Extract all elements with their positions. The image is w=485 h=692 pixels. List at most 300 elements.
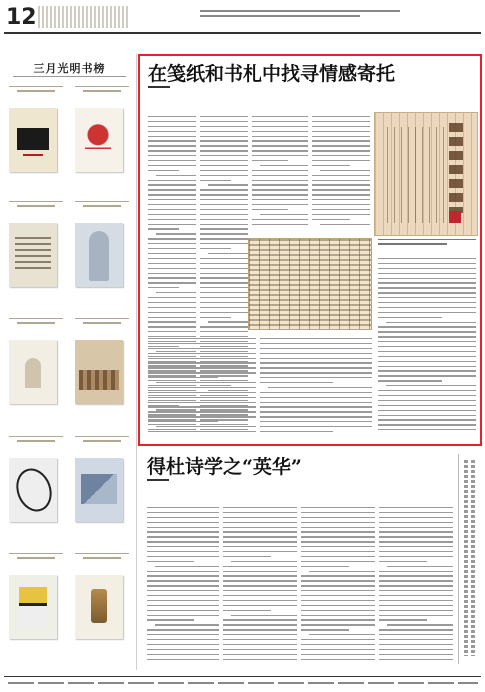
text-line	[378, 415, 476, 416]
book-entry[interactable]	[71, 434, 135, 534]
text-line	[301, 580, 375, 581]
text-line	[147, 644, 219, 645]
text-line	[148, 184, 196, 185]
text-line	[260, 214, 308, 215]
text-line	[379, 595, 453, 596]
text-line	[378, 395, 476, 396]
main-article-text-column	[312, 116, 370, 225]
text-line	[378, 273, 476, 274]
column-title-background	[38, 6, 128, 28]
text-line	[378, 361, 476, 362]
text-line	[208, 321, 248, 322]
text-line	[312, 194, 370, 195]
text-line	[200, 175, 248, 176]
text-line	[200, 277, 248, 278]
text-line	[148, 165, 196, 166]
text-line	[223, 531, 297, 532]
text-line	[223, 644, 297, 645]
text-line	[148, 204, 196, 205]
text-line	[200, 180, 231, 181]
text-line	[378, 424, 476, 425]
text-line	[312, 155, 370, 156]
text-line	[200, 273, 248, 274]
subhead-dash	[148, 86, 170, 88]
text-line	[147, 522, 219, 523]
text-line	[200, 238, 248, 239]
text-line	[252, 121, 308, 122]
text-line	[378, 419, 476, 420]
text-line	[148, 243, 196, 244]
main-article-subhead	[174, 87, 254, 88]
text-line	[260, 397, 372, 398]
sidebar-title: 三月光明书榜	[33, 62, 106, 75]
second-article-byline	[150, 495, 180, 496]
text-line	[148, 353, 256, 354]
text-line	[208, 253, 248, 254]
text-line	[301, 654, 375, 655]
text-line	[148, 199, 196, 200]
text-line	[148, 307, 196, 308]
text-line	[378, 366, 476, 367]
text-line	[379, 517, 453, 518]
text-line	[200, 228, 248, 229]
text-line	[312, 136, 370, 137]
text-line	[378, 351, 476, 352]
text-line	[200, 331, 248, 332]
text-line	[200, 121, 248, 122]
text-line	[301, 659, 375, 660]
second-article-text-column	[147, 507, 219, 660]
text-line	[148, 362, 256, 363]
text-line	[320, 170, 370, 171]
text-line	[223, 507, 297, 508]
text-line	[378, 292, 476, 293]
main-article-subhead-row	[148, 86, 254, 88]
text-line	[148, 224, 196, 225]
text-line	[301, 507, 375, 508]
text-line	[148, 387, 256, 388]
text-line	[378, 263, 476, 264]
text-line	[379, 527, 453, 528]
text-line	[379, 575, 453, 576]
text-line	[148, 297, 196, 298]
text-line	[223, 654, 297, 655]
text-line	[148, 170, 179, 171]
text-line	[200, 243, 248, 244]
text-line	[200, 165, 248, 166]
text-line	[148, 421, 218, 422]
text-line	[378, 356, 476, 357]
text-line	[379, 590, 453, 591]
book-entry[interactable]	[5, 84, 69, 184]
text-line	[147, 541, 219, 542]
text-line	[231, 561, 297, 562]
text-line	[147, 546, 219, 547]
book-caption	[5, 434, 67, 456]
book-cover-image[interactable]	[75, 575, 123, 639]
text-line	[252, 136, 308, 137]
text-line	[148, 367, 256, 368]
text-line	[156, 175, 196, 176]
book-caption	[5, 316, 67, 338]
book-cover-image[interactable]	[75, 458, 123, 522]
text-line	[200, 263, 248, 264]
text-line	[378, 297, 476, 298]
text-line	[147, 605, 219, 606]
book-entry[interactable]	[71, 316, 135, 416]
text-line	[147, 575, 219, 576]
text-line	[260, 406, 372, 407]
text-line	[200, 189, 248, 190]
text-line	[147, 590, 219, 591]
text-line	[301, 649, 375, 650]
text-line	[148, 331, 196, 332]
text-line	[200, 282, 248, 283]
book-cover-image[interactable]	[9, 223, 57, 287]
text-line	[378, 268, 476, 269]
text-line	[148, 253, 196, 254]
second-article-text-column	[301, 507, 375, 660]
text-line	[148, 248, 196, 249]
book-cover-image[interactable]	[75, 108, 123, 172]
text-line	[379, 659, 453, 660]
text-line	[252, 180, 308, 181]
text-line	[312, 180, 370, 181]
text-line	[378, 317, 442, 318]
text-line	[148, 136, 196, 137]
text-line	[378, 258, 476, 259]
text-line	[200, 199, 248, 200]
text-line	[379, 556, 453, 557]
text-line	[200, 204, 248, 205]
text-line	[147, 507, 219, 508]
text-line	[148, 155, 196, 156]
text-line	[379, 615, 453, 616]
text-line	[379, 644, 453, 645]
book-entry[interactable]	[5, 199, 69, 299]
text-line	[379, 619, 427, 620]
text-line	[260, 416, 372, 417]
side-pull-quote	[458, 454, 482, 664]
text-line	[378, 302, 476, 303]
text-line	[379, 531, 453, 532]
text-line	[301, 566, 349, 567]
text-line	[301, 531, 375, 532]
text-line	[200, 140, 248, 141]
text-line	[200, 258, 248, 259]
text-line	[200, 287, 248, 288]
text-line	[223, 566, 297, 567]
text-line	[155, 566, 219, 567]
text-line	[223, 624, 297, 625]
book-cover-image[interactable]	[9, 108, 57, 172]
text-line	[378, 341, 476, 342]
book-entry[interactable]	[5, 316, 69, 416]
text-line	[379, 512, 453, 513]
text-line	[320, 224, 370, 225]
book-caption	[71, 316, 133, 338]
text-line	[148, 180, 196, 181]
text-line	[312, 126, 370, 127]
main-article-byline	[150, 103, 180, 104]
text-line	[200, 131, 248, 132]
text-line	[155, 624, 219, 625]
text-line	[148, 194, 196, 195]
text-line	[223, 659, 297, 660]
text-line	[312, 140, 370, 141]
text-line	[156, 233, 196, 234]
book-cover-image[interactable]	[9, 458, 57, 522]
text-line	[301, 517, 375, 518]
book-caption	[5, 551, 67, 573]
second-article-subhead	[173, 480, 243, 481]
book-cover-image[interactable]	[9, 340, 57, 404]
book-cover-image[interactable]	[9, 575, 57, 639]
book-cover-image[interactable]	[75, 340, 123, 404]
text-line	[379, 580, 453, 581]
text-line	[148, 268, 196, 269]
text-line	[200, 194, 248, 195]
text-line	[301, 551, 375, 552]
text-line	[200, 224, 248, 225]
main-article-headline[interactable]: 在笺纸和书札中找寻情感寄托	[148, 63, 396, 85]
book-cover-image[interactable]	[75, 223, 123, 287]
text-line	[200, 317, 231, 318]
book-entry[interactable]	[5, 434, 69, 534]
text-line	[200, 326, 248, 327]
text-line	[301, 615, 375, 616]
text-line	[147, 580, 219, 581]
text-line	[156, 292, 196, 293]
text-line	[379, 605, 453, 606]
text-line	[301, 536, 375, 537]
text-line	[147, 571, 219, 572]
image-caption	[378, 239, 476, 245]
sidebar-title-divider	[13, 76, 126, 77]
text-line	[252, 116, 308, 117]
text-line	[312, 175, 370, 176]
text-line	[252, 219, 308, 220]
text-line	[147, 639, 219, 640]
text-line	[223, 610, 271, 611]
page-header	[0, 0, 485, 34]
text-line	[147, 654, 219, 655]
book-entry[interactable]	[71, 84, 135, 184]
text-line	[301, 624, 375, 625]
text-line	[378, 287, 476, 288]
text-line	[148, 131, 196, 132]
text-line	[301, 639, 375, 640]
book-caption	[5, 84, 67, 106]
text-line	[312, 116, 370, 117]
text-line	[208, 184, 248, 185]
text-line	[223, 639, 297, 640]
book-caption	[71, 84, 133, 106]
text-line	[148, 209, 196, 210]
text-line	[223, 605, 297, 606]
text-line	[312, 121, 370, 122]
text-line	[147, 610, 219, 611]
text-line	[386, 385, 476, 386]
text-line	[148, 121, 196, 122]
text-line	[378, 400, 476, 401]
text-line	[378, 307, 476, 308]
text-line	[379, 507, 453, 508]
text-line	[312, 189, 370, 190]
text-line	[148, 145, 196, 146]
text-line	[223, 546, 297, 547]
text-line	[378, 380, 442, 381]
text-line	[301, 595, 375, 596]
text-line	[148, 263, 196, 264]
text-line	[387, 624, 453, 625]
text-line	[200, 268, 248, 269]
second-article-headline[interactable]: 得杜诗学之“英华”	[147, 456, 302, 478]
text-line	[378, 346, 476, 347]
text-line	[386, 322, 476, 323]
text-line	[200, 292, 248, 293]
text-line	[148, 258, 196, 259]
main-article-text-column	[148, 338, 256, 432]
text-line	[147, 556, 219, 557]
text-line	[379, 629, 453, 630]
text-line	[223, 571, 297, 572]
text-line	[148, 312, 196, 313]
text-line	[252, 140, 308, 141]
text-line	[260, 372, 372, 373]
text-line	[147, 531, 219, 532]
calligraphy-letter-image	[374, 112, 478, 236]
text-line	[148, 358, 256, 359]
text-line	[200, 233, 248, 234]
text-line	[312, 219, 350, 220]
text-line	[148, 302, 196, 303]
text-line	[148, 321, 196, 322]
header-meta-line	[200, 15, 360, 17]
main-article-text-column	[260, 338, 372, 432]
text-line	[147, 619, 194, 620]
text-line	[378, 390, 476, 391]
main-article-text-column	[252, 116, 308, 225]
text-line	[301, 556, 375, 557]
text-line	[200, 297, 248, 298]
text-line	[260, 367, 372, 368]
text-line	[378, 282, 476, 283]
main-article	[138, 54, 482, 446]
text-line	[379, 585, 453, 586]
text-line	[378, 331, 476, 332]
text-line	[148, 189, 196, 190]
text-line	[148, 416, 256, 417]
text-line	[312, 160, 370, 161]
text-line	[147, 536, 219, 537]
text-line	[148, 338, 256, 339]
text-line	[252, 145, 308, 146]
text-line	[148, 219, 196, 220]
text-line	[378, 429, 476, 430]
text-line	[148, 116, 196, 117]
text-line	[260, 353, 372, 354]
text-line	[223, 634, 297, 635]
text-line	[148, 343, 256, 344]
text-line	[147, 600, 219, 601]
text-line	[148, 228, 179, 229]
text-line	[301, 541, 375, 542]
text-line	[379, 610, 453, 611]
text-line	[252, 160, 288, 161]
text-line	[148, 282, 196, 283]
text-line	[148, 326, 196, 327]
text-line	[379, 649, 453, 650]
text-line	[312, 145, 370, 146]
text-line	[223, 517, 297, 518]
text-line	[223, 629, 297, 630]
text-line	[148, 377, 218, 378]
text-line	[312, 165, 350, 166]
text-line	[260, 343, 372, 344]
text-line	[200, 302, 248, 303]
text-line	[148, 140, 196, 141]
text-line	[312, 184, 370, 185]
text-line	[200, 155, 248, 156]
text-line	[148, 431, 256, 432]
text-line	[252, 204, 308, 205]
book-caption	[71, 199, 133, 221]
text-line	[223, 649, 297, 650]
text-line	[148, 392, 256, 393]
column-divider	[136, 54, 137, 670]
text-line	[148, 402, 256, 403]
text-line	[223, 527, 297, 528]
text-line	[148, 397, 256, 398]
text-line	[260, 348, 372, 349]
text-line	[312, 199, 370, 200]
text-line	[378, 370, 476, 371]
book-entry[interactable]	[71, 199, 135, 299]
text-line	[200, 145, 248, 146]
text-line	[223, 600, 297, 601]
text-line	[379, 600, 453, 601]
text-line	[260, 382, 333, 383]
text-line	[301, 600, 375, 601]
text-line	[301, 561, 375, 562]
text-line	[309, 571, 375, 572]
text-line	[147, 517, 219, 518]
subhead-dash	[147, 479, 169, 481]
book-caption	[71, 434, 133, 456]
text-line	[379, 522, 453, 523]
text-line	[148, 287, 179, 288]
text-line	[200, 214, 248, 215]
text-line	[260, 411, 372, 412]
text-line	[156, 426, 256, 427]
header-meta-lines	[200, 10, 400, 17]
book-entry[interactable]	[5, 551, 69, 651]
text-line	[252, 194, 308, 195]
book-entry[interactable]	[71, 551, 135, 651]
text-line	[260, 426, 372, 427]
text-line	[379, 536, 453, 537]
text-line	[200, 160, 248, 161]
text-line	[147, 512, 219, 513]
text-line	[260, 421, 372, 422]
text-line	[147, 629, 219, 630]
text-line	[260, 431, 333, 432]
text-line	[260, 338, 372, 339]
text-line	[301, 585, 375, 586]
text-line	[148, 214, 196, 215]
text-line	[379, 571, 453, 572]
